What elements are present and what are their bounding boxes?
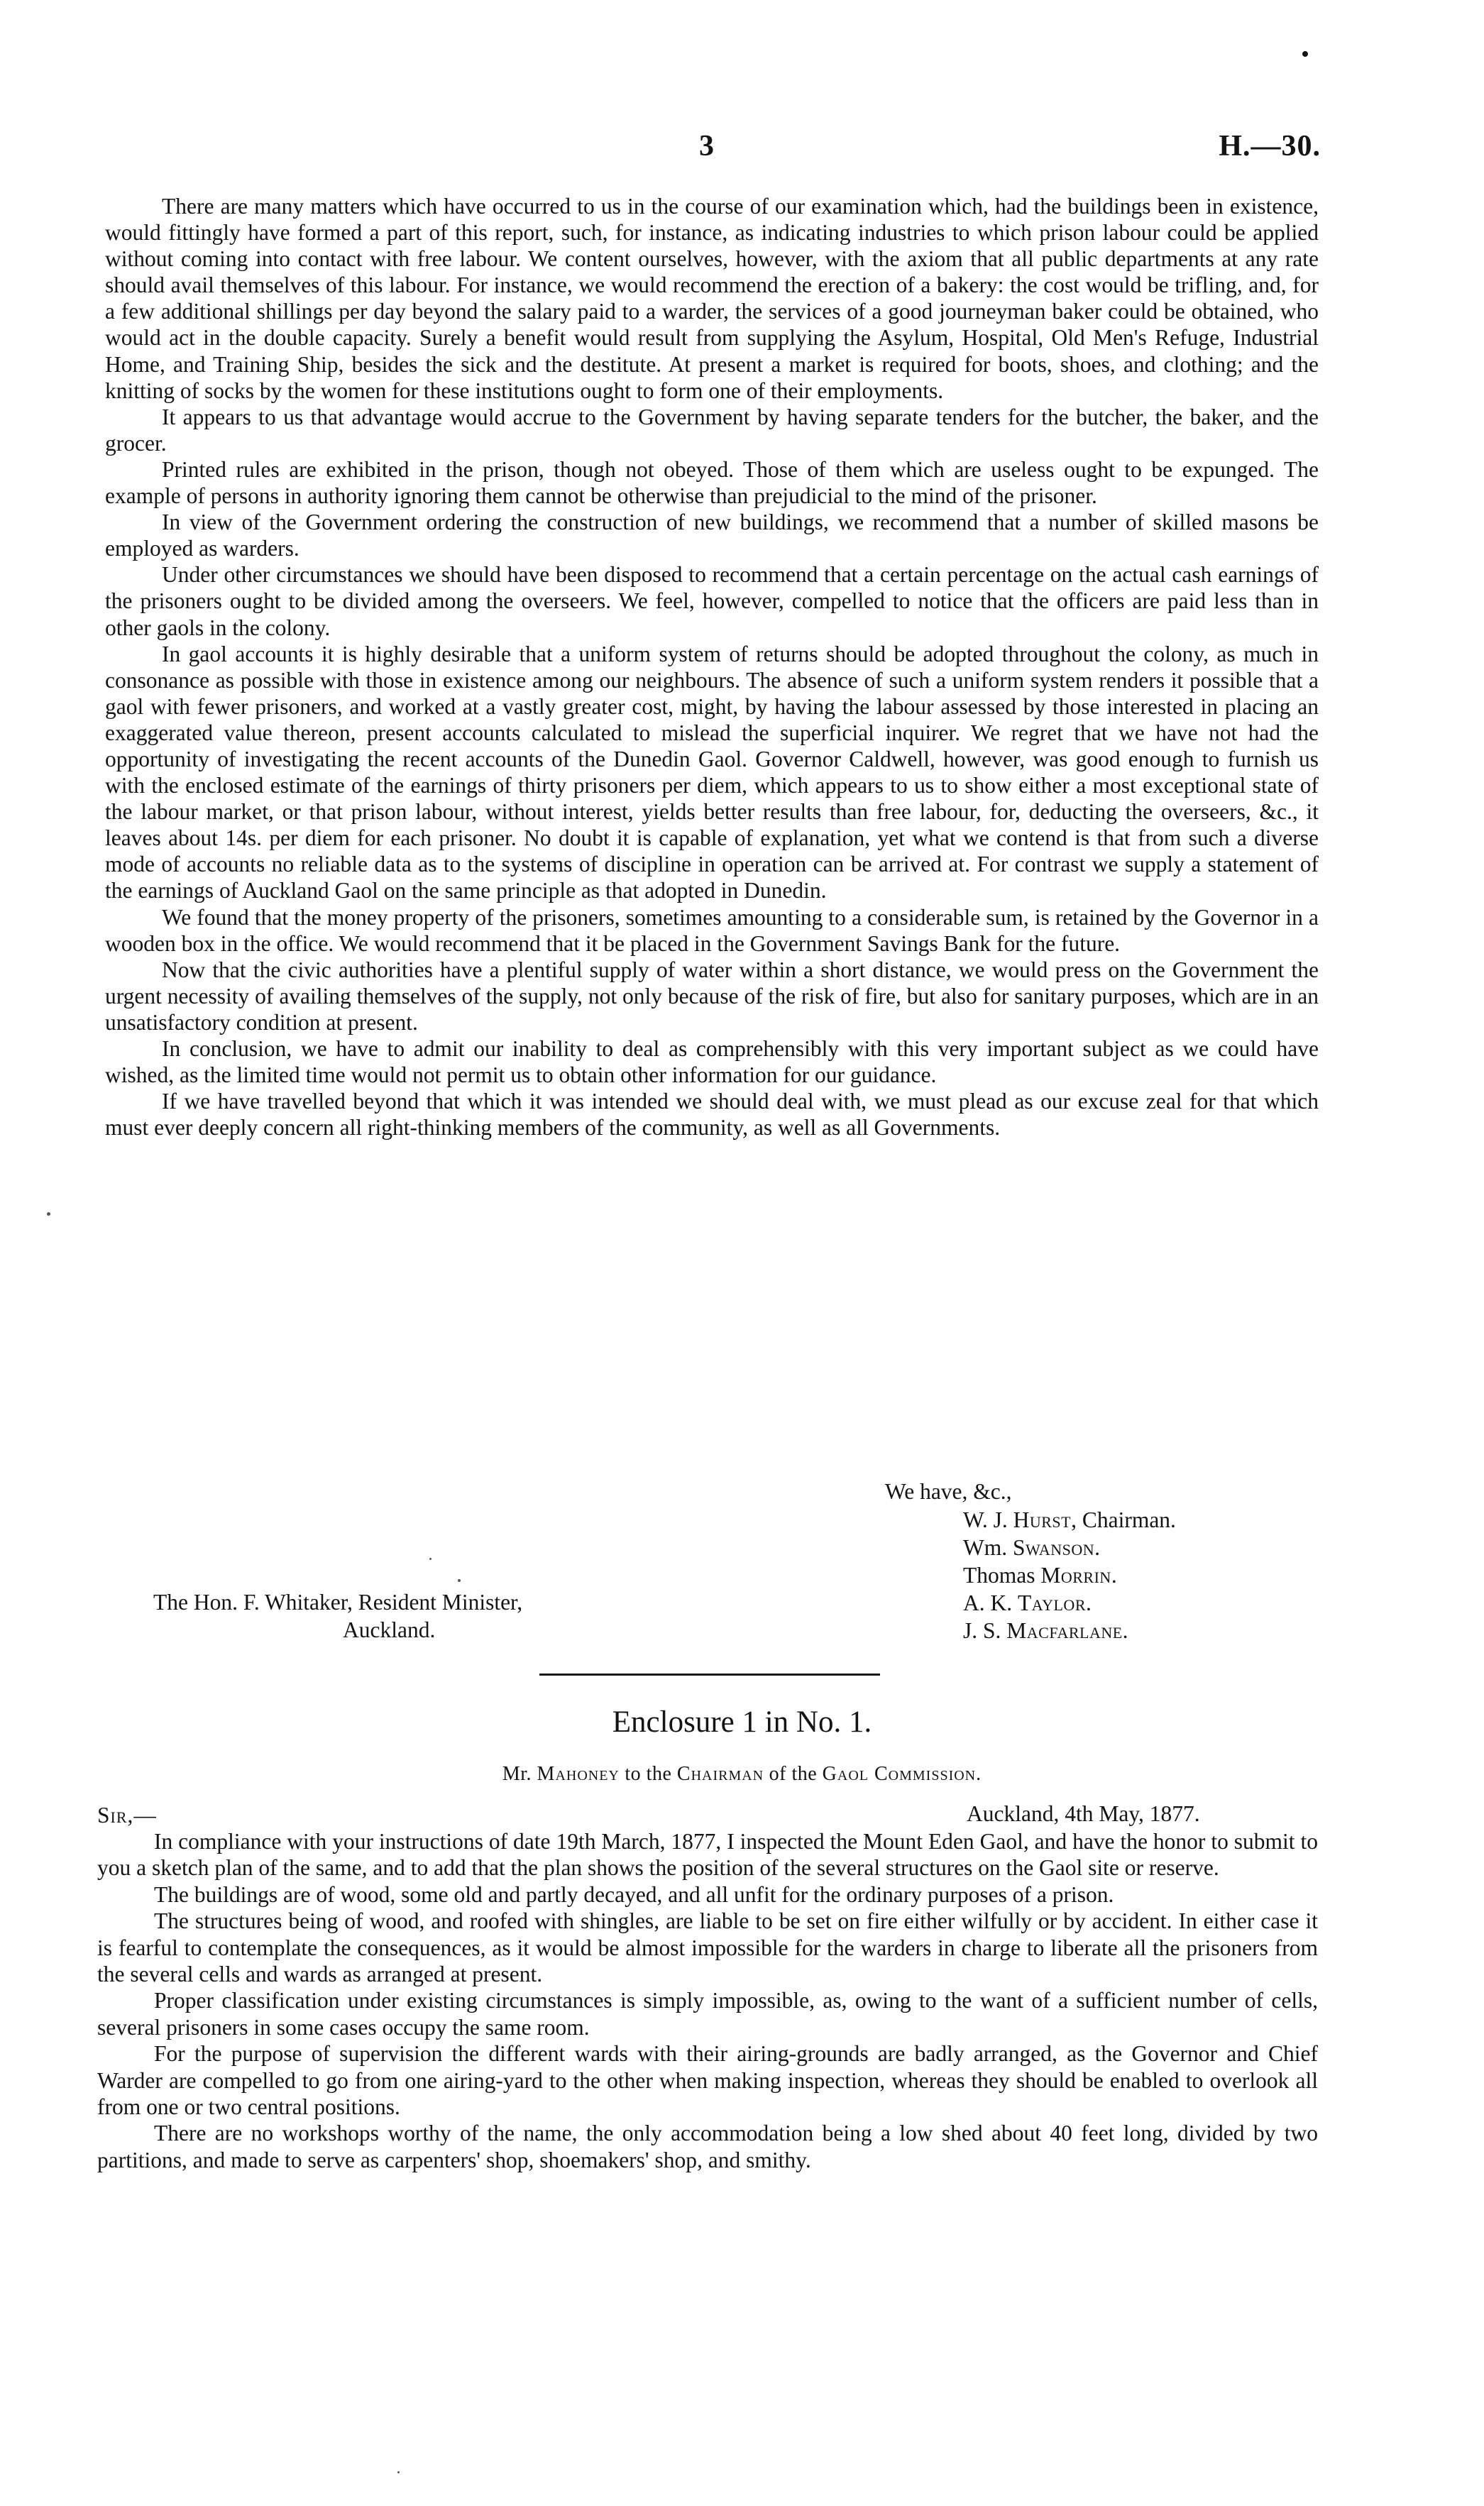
- signatory-list: [963, 1506, 1176, 1644]
- addressee-line: Auckland.: [343, 1617, 436, 1642]
- section-divider: [539, 1674, 880, 1676]
- addressee-line: The Hon. F. Whitaker, Resident Minister,: [153, 1590, 523, 1615]
- report-body: [105, 193, 1319, 1141]
- report-paragraph: In gaol accounts it is highly desirable that a uniform system of returns should be adopted throughout the colony, as much in consonance as possible with those in existence among our neighbours. The absence of such a uniform system renders it possible that a gaol with fewer prisoners, and worked at a vastly greater cost, might, by having the labour assessed by those interested in placing an exaggerated value thereon, present accounts calculated to mislead the superficial inquirer. We regret that we have not had the opportunity of investigating the recent accounts of the Dunedin Gaol. Governor Caldwell, however, was good enough to furnish us with the enclosed estimate of the earnings of thirty prisoners per diem, which appears to us to show either a most exceptional state of the labour market, or that prison labour, without interest, yields better results than free labour, for, deducting the overseers, &c., it leaves about 14s. per diem for each prisoner. No doubt it is capable of explanation, yet what we contend is that from such a diverse mode of accounts no reliable data as to the systems of discipline in operation can be arrived at. For contrast we supply a statement of the earnings of Auckland Gaol on the same principle as that adopted in Dunedin.: [105, 641, 1319, 903]
- letter-body: [97, 1828, 1318, 2173]
- report-paragraph: It appears to us that advantage would accrue to the Government by having separate tenders for the butcher, the baker, and the grocer.: [105, 404, 1319, 456]
- letter-paragraph: In compliance with your instructions of date 19th March, 1877, I inspected the Mount Eden Gaol, and have the honor to submit to you a sketch plan of the same, and to add that the plan shows the position of the several structures on the Gaol site or reserve.: [97, 1829, 1318, 1881]
- stray-speck: [458, 1579, 461, 1582]
- report-paragraph: Printed rules are exhibited in the prison, though not obeyed. Those of them which are useless ought to be expunged. The example of persons in authority ignoring them cannot be otherwise than prejudicial to the mind of the prisoner.: [105, 456, 1319, 509]
- report-paragraph: If we have travelled beyond that which it was intended we should deal with, we must plead as our excuse zeal for that which must ever deeply concern all right-thinking members of the community, as well as all Governments.: [105, 1089, 1319, 1141]
- letter-paragraph: For the purpose of supervision the different wards with their airing-grounds are badly arranged, as the Governor and Chief Warder are compelled to go from one airing-yard to the other when making inspection, whereas they should be enabled to overlook all from one or two central positions.: [97, 2041, 1318, 2120]
- report-paragraph: There are many matters which have occurred to us in the course of our examination which, had the buildings been in existence, would fittingly have formed a part of this report, such, for instance, as indicating industries to which prison labour could be applied without coming into contact with free labour. We content ourselves, however, with the axiom that all public departments at any rate should avail themselves of this labour. For instance, we would recommend the erection of a bakery: the cost would be trifling, and, for a few additional shillings per day beyond the salary paid to a warder, the services of a good journeyman baker could be obtained, who would act in the double capacity. Surely a benefit would result from supplying the Asylum, Hospital, Old Men's Refuge, Industrial Home, and Training Ship, besides the sick and the destitute. At present a market is required for boots, shoes, and clothing; and the knitting of socks by the women for these institutions ought to form one of their employments.: [105, 194, 1319, 403]
- stray-speck: [47, 1212, 50, 1216]
- signoff: We have, &c.,: [885, 1479, 1012, 1504]
- signatory: Wm. Swanson.: [963, 1535, 1100, 1560]
- enclosure-title: Enclosure 1 in No. 1.: [612, 1705, 872, 1739]
- report-paragraph: In view of the Government ordering the construction of new buildings, we recommend that a number of skilled masons be employed as warders.: [105, 510, 1319, 561]
- enclosure-subtitle: Mr. Mahoney to the Chairman of the Gaol Commission.: [502, 1763, 982, 1785]
- page-number: 3: [699, 130, 714, 163]
- letter-paragraph: The buildings are of wood, some old and partly decayed, and all unfit for the ordinary purposes of a prison.: [154, 1881, 1114, 1907]
- letter-paragraph: The structures being of wood, and roofed with shingles, are liable to be set on fire either wilfully or by accident. In either case it is fearful to contemplate the consequences, as it would be almost impossible for the warders in charge to liberate all the prisoners from the several cells and wards as arranged at present.: [97, 1908, 1318, 1987]
- letter-dateline: Auckland, 4th May, 1877.: [967, 1801, 1200, 1826]
- report-paragraph: Now that the civic authorities have a plentiful supply of water within a short distance, we would press on the Government the urgent necessity of availing themselves of the supply, not only because of the risk of fire, but also for sanitary purposes, which are in an unsatisfactory condition at present.: [105, 957, 1319, 1035]
- signatory: Thomas Morrin.: [963, 1563, 1117, 1588]
- report-paragraph: Under other circumstances we should have been disposed to recommend that a certain percentage on the actual cash earnings of the prisoners ought to be divided among the overseers. We feel, however, compelled to notice that the officers are paid less than in other gaols in the colony.: [105, 562, 1319, 640]
- letter-paragraph: There are no workshops worthy of the name, the only accommodation being a low shed about 40 feet long, divided by two partitions, and made to serve as carpenters' shop, shoemakers' shop, and smithy.: [97, 2121, 1318, 2172]
- signatory: A. K. Taylor.: [963, 1590, 1092, 1615]
- report-paragraph: In conclusion, we have to admit our inability to deal as comprehensibly with this very important subject as we could have wished, as the limited time would not permit us to obtain other information for our guidance.: [105, 1036, 1319, 1088]
- letter-paragraph: Proper classification under existing circumstances is simply impossible, as, owing to the want of a sufficient number of cells, several prisoners in some cases occupy the same room.: [97, 1988, 1318, 2040]
- addressee: [153, 1588, 522, 1644]
- stray-speck: [429, 1558, 432, 1560]
- signatory: W. J. Hurst, Chairman.: [963, 1507, 1176, 1532]
- document-reference: H.—30.: [1219, 130, 1321, 163]
- report-paragraph: We found that the money property of the prisoners, sometimes amounting to a considerable sum, is retained by the Governor in a wooden box in the office. We would recommend that it be placed in the Government Savings Bank for the future.: [105, 904, 1319, 956]
- signatory: J. S. Macfarlane.: [963, 1618, 1128, 1643]
- stray-speck: [397, 2471, 400, 2473]
- stray-mark: [1302, 51, 1308, 57]
- salutation: Sir,—: [97, 1803, 157, 1828]
